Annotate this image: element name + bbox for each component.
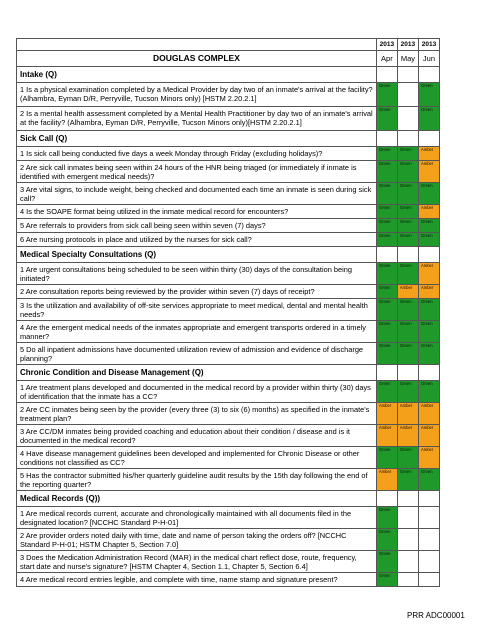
status-cell: [397, 573, 418, 587]
status-cell: [418, 403, 439, 425]
status-cell: [397, 285, 418, 299]
status-cell: [397, 425, 418, 447]
status-label: Green: [420, 183, 433, 188]
status-cell: [418, 381, 439, 403]
question-text: 5 Do all inpatient admissions have documented utilization review of admission and evidence of discharge planning?: [17, 343, 377, 365]
status-cell: [397, 183, 418, 205]
status-cell: [418, 469, 439, 491]
status-cell: [418, 425, 439, 447]
question-row: [17, 107, 440, 131]
audit-table-container: [16, 38, 440, 587]
status-label: Amber: [399, 425, 413, 430]
section-blank-cell: [376, 365, 397, 381]
status-cell: [418, 161, 439, 183]
status-cell: [397, 219, 418, 233]
status-label: Green: [378, 299, 391, 304]
section-blank-cell: [397, 131, 418, 147]
question-text: 5 Has the contractor submitted his/her quarterly guideline audit results by the 15th day following the end of the reporting quarter?: [17, 469, 377, 491]
status-label: Green: [378, 321, 391, 326]
status-label: Green: [420, 299, 433, 304]
section-title: Intake (Q): [17, 67, 377, 83]
section-header-row: [17, 491, 440, 507]
status-label: Amber: [399, 285, 413, 290]
status-label: Amber: [420, 403, 434, 408]
status-cell: [376, 381, 397, 403]
status-cell: [418, 343, 439, 365]
status-cell: [376, 551, 397, 573]
status-label: Green: [399, 205, 412, 210]
status-label: Green: [399, 469, 412, 474]
status-label: Green: [420, 321, 433, 326]
question-text: 2 Are provider orders noted daily with time, date and name of person taking the orders off? [NCCHC Standard P-H-01; HSTM Chapter 5, Section 7.0]: [17, 529, 377, 551]
status-cell: [418, 107, 439, 131]
question-text: 4 Are medical record entries legible, and complete with time, name stamp and signature present?: [17, 573, 377, 587]
question-row: [17, 147, 440, 161]
section-header-row: [17, 67, 440, 83]
status-label: Green: [378, 107, 391, 112]
status-cell: [376, 147, 397, 161]
section-header-row: [17, 365, 440, 381]
question-text: 1 Are urgent consultations being scheduled to be seen within thirty (30) days of the consultation being initiated?: [17, 263, 377, 285]
status-cell: [376, 219, 397, 233]
status-cell: [376, 425, 397, 447]
question-text: 3 Does the Medication Administration Record (MAR) in the medical chart reflect dose, route, frequency, start date and nurse's signature? [HSTM Chapter 4, Section 1.1, Chapter 5, Section 6.4]: [17, 551, 377, 573]
question-row: [17, 343, 440, 365]
status-cell: [397, 321, 418, 343]
status-label: Green: [399, 321, 412, 326]
status-cell: [418, 233, 439, 247]
month-header: Apr: [376, 51, 397, 67]
status-label: Amber: [420, 425, 434, 430]
status-cell: [397, 381, 418, 403]
status-cell: [418, 147, 439, 161]
status-cell: [418, 321, 439, 343]
question-text: 4 Are the emergent medical needs of the inmates appropriate and emergent transports ordered in a timely manner?: [17, 321, 377, 343]
status-cell: [418, 299, 439, 321]
status-cell: [376, 403, 397, 425]
status-cell: [397, 147, 418, 161]
status-cell: [397, 469, 418, 491]
question-row: [17, 403, 440, 425]
status-cell: [418, 447, 439, 469]
status-label: Green: [378, 447, 391, 452]
question-text: 3 Are CC/DM inmates being provided coaching and education about their condition / disease and is it documented in the medical record?: [17, 425, 377, 447]
status-label: Green: [378, 219, 391, 224]
year-header: 2013: [376, 39, 397, 51]
question-text: 2 Are consultation reports being reviewed by the provider within seven (7) days of receipt?: [17, 285, 377, 299]
status-cell: [397, 447, 418, 469]
year-header: 2013: [418, 39, 439, 51]
status-cell: [376, 321, 397, 343]
status-label: Green: [420, 107, 433, 112]
status-cell: [397, 263, 418, 285]
question-row: [17, 573, 440, 587]
status-cell: [397, 343, 418, 365]
section-header-row: [17, 131, 440, 147]
status-label: Amber: [420, 161, 434, 166]
status-label: Green: [399, 183, 412, 188]
status-label: Green: [420, 343, 433, 348]
facility-title: DOUGLAS COMPLEX: [17, 51, 377, 67]
status-label: Amber: [378, 425, 392, 430]
status-label: Green: [378, 529, 391, 534]
question-row: [17, 447, 440, 469]
status-label: Amber: [420, 285, 434, 290]
status-cell: [376, 507, 397, 529]
section-blank-cell: [397, 67, 418, 83]
status-cell: [376, 529, 397, 551]
facility-row: [17, 51, 440, 67]
status-cell: [376, 183, 397, 205]
question-row: [17, 285, 440, 299]
status-cell: [418, 529, 439, 551]
question-text: 1 Are treatment plans developed and documented in the medical record by a provider within thirty (30) days of identification that the inmate has a CC?: [17, 381, 377, 403]
question-text: 5 Are referrals to providers from sick call being seen within seven (7) days?: [17, 219, 377, 233]
question-row: [17, 425, 440, 447]
section-blank-cell: [376, 67, 397, 83]
section-title: Medical Records (Q)): [17, 491, 377, 507]
status-cell: [376, 263, 397, 285]
status-cell: [397, 403, 418, 425]
status-label: Green: [378, 183, 391, 188]
status-label: Green: [420, 219, 433, 224]
status-label: Amber: [399, 403, 413, 408]
status-cell: [418, 263, 439, 285]
section-blank-cell: [397, 365, 418, 381]
status-label: Green: [399, 147, 412, 152]
question-text: 1 Is sick call being conducted five days a week Monday through Friday (excluding holidays)?: [17, 147, 377, 161]
status-cell: [418, 551, 439, 573]
question-text: 2 Are CC inmates being seen by the provider (every three (3) to six (6) months) as specified in the inmate's treatment plan?: [17, 403, 377, 425]
status-label: Green: [378, 233, 391, 238]
status-cell: [376, 469, 397, 491]
section-blank-cell: [418, 131, 439, 147]
status-cell: [418, 573, 439, 587]
status-label: Green: [420, 83, 433, 88]
status-cell: [397, 507, 418, 529]
status-label: Green: [378, 573, 391, 578]
question-text: 6 Are nursing protocols in place and utilized by the nurses for sick call?: [17, 233, 377, 247]
status-label: Green: [399, 447, 412, 452]
status-label: Green: [420, 233, 433, 238]
status-label: Green: [420, 381, 433, 386]
section-title: Sick Call (Q): [17, 131, 377, 147]
status-cell: [397, 161, 418, 183]
status-cell: [397, 299, 418, 321]
status-label: Green: [378, 263, 391, 268]
question-row: [17, 183, 440, 205]
section-blank-cell: [418, 491, 439, 507]
status-label: Amber: [420, 447, 434, 452]
status-label: Green: [378, 551, 391, 556]
status-label: Green: [378, 161, 391, 166]
status-label: Green: [420, 469, 433, 474]
status-cell: [376, 573, 397, 587]
status-label: Green: [378, 147, 391, 152]
audit-table: [16, 38, 440, 587]
section-title: Medical Specialty Consultations (Q): [17, 247, 377, 263]
status-label: Amber: [378, 403, 392, 408]
status-label: Green: [378, 205, 391, 210]
status-label: Green: [399, 263, 412, 268]
status-cell: [418, 205, 439, 219]
section-blank-cell: [418, 365, 439, 381]
status-label: Green: [378, 343, 391, 348]
section-blank-cell: [397, 491, 418, 507]
month-header: May: [397, 51, 418, 67]
section-blank-cell: [418, 247, 439, 263]
question-text: 1 Is a physical examination completed by a Medical Provider by day two of an inmate's arrival at the facility? (Alhambra, Eyman D/R, Perryville, Tucson Minors only) [HSTM 2.20.2.1]: [17, 83, 377, 107]
status-cell: [376, 205, 397, 219]
question-text: 2 Are sick call inmates being seen within 24 hours of the HNR being triaged (or immediately if inmate is identified with emergent medical needs)?: [17, 161, 377, 183]
status-cell: [376, 161, 397, 183]
question-row: [17, 321, 440, 343]
question-row: [17, 83, 440, 107]
status-label: Green: [378, 507, 391, 512]
document-id: PRR ADC00001: [407, 611, 465, 620]
question-row: [17, 233, 440, 247]
year-header: 2013: [397, 39, 418, 51]
question-row: [17, 469, 440, 491]
status-label: Amber: [420, 205, 434, 210]
year-header-blank: [17, 39, 377, 51]
section-blank-cell: [376, 131, 397, 147]
status-cell: [376, 83, 397, 107]
status-cell: [418, 507, 439, 529]
question-text: 1 Are medical records current, accurate and chronologically maintained with all documents filed in the designated location? [NCCHC Standard P-H-01]: [17, 507, 377, 529]
status-label: Green: [399, 299, 412, 304]
question-row: [17, 381, 440, 403]
status-cell: [418, 219, 439, 233]
status-cell: [418, 285, 439, 299]
status-cell: [397, 233, 418, 247]
status-cell: [376, 233, 397, 247]
status-label: Green: [399, 343, 412, 348]
question-row: [17, 205, 440, 219]
status-label: Green: [399, 219, 412, 224]
status-cell: [376, 447, 397, 469]
status-label: Green: [378, 285, 391, 290]
question-row: [17, 551, 440, 573]
status-cell: [397, 205, 418, 219]
section-title: Chronic Condition and Disease Management (Q): [17, 365, 377, 381]
status-cell: [376, 285, 397, 299]
month-header: Jun: [418, 51, 439, 67]
status-cell: [376, 107, 397, 131]
status-label: Amber: [420, 263, 434, 268]
section-blank-cell: [376, 247, 397, 263]
question-text: 4 Have disease management guidelines been developed and implemented for Chronic Disease or other conditions not classified as CC?: [17, 447, 377, 469]
status-cell: [397, 551, 418, 573]
question-row: [17, 507, 440, 529]
status-cell: [397, 83, 418, 107]
section-blank-cell: [376, 491, 397, 507]
status-label: Amber: [420, 147, 434, 152]
status-cell: [418, 83, 439, 107]
status-label: Green: [399, 381, 412, 386]
section-header-row: [17, 247, 440, 263]
status-label: Green: [378, 381, 391, 386]
section-blank-cell: [418, 67, 439, 83]
status-label: Green: [399, 233, 412, 238]
status-cell: [376, 343, 397, 365]
status-cell: [376, 299, 397, 321]
section-blank-cell: [397, 247, 418, 263]
question-text: 3 Is the utilization and availability of off-site services appropriate to meet medical, dental and mental health needs?: [17, 299, 377, 321]
question-text: 3 Are vital signs, to include weight, being checked and documented each time an inmate is seen during sick call?: [17, 183, 377, 205]
status-label: Green: [399, 161, 412, 166]
status-label: Green: [378, 83, 391, 88]
question-text: 4 Is the SOAPE format being utilized in the inmate medical record for encounters?: [17, 205, 377, 219]
status-cell: [418, 183, 439, 205]
question-text: 2 Is a mental health assessment completed by a Mental Health Practitioner by day two of an inmate's arrival at the facility? (Alhambra, Eyman D/R, Perryville, Tucson Minors only)[HSTM 2.20.2.1]: [17, 107, 377, 131]
question-row: [17, 299, 440, 321]
year-row: [17, 39, 440, 51]
status-cell: [397, 107, 418, 131]
question-row: [17, 529, 440, 551]
status-label: Amber: [378, 469, 392, 474]
status-cell: [397, 529, 418, 551]
question-row: [17, 219, 440, 233]
question-row: [17, 263, 440, 285]
question-row: [17, 161, 440, 183]
